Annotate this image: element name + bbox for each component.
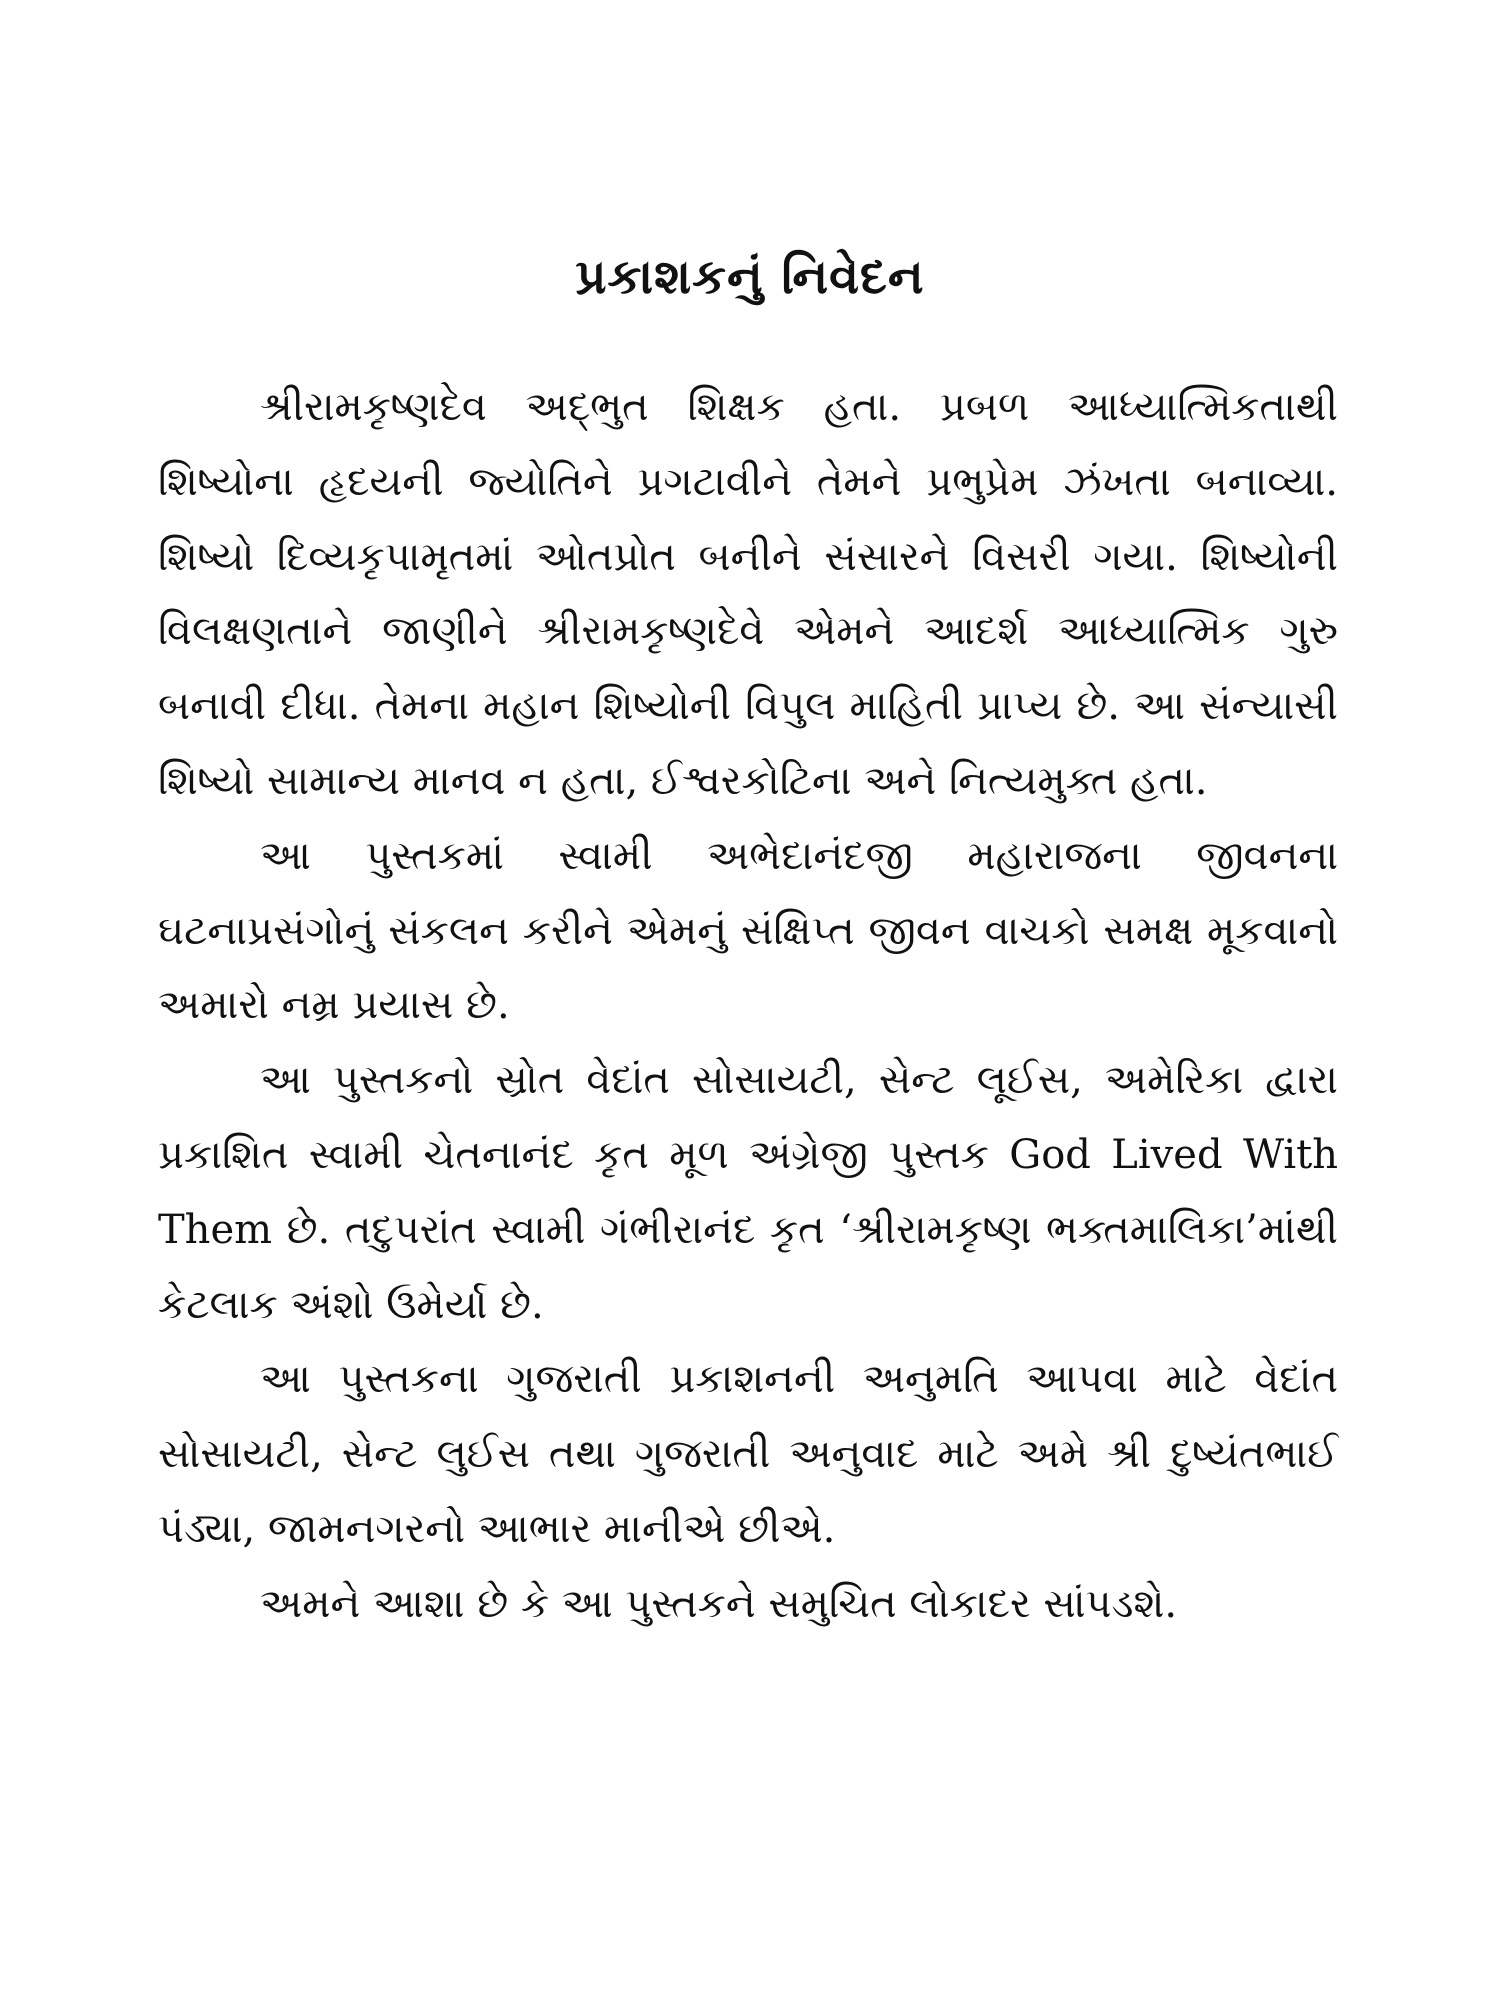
body-text bbox=[158, 370, 1338, 1642]
paragraph-4: આ પુસ્તકના ગુજરાતી પ્રકાશનની અનુમતિ આપવા માટે વેદાંત સોસાયટી, સેન્ટ લુઈસ તથા ગુજરાતી અનુવાદ માટે અમે શ્રી દુષ્યંતભાઈ પંડ્યા, જામનગરનો આભાર માનીએ છીએ. bbox=[158, 1356, 1338, 1552]
paragraph-3: આ પુસ્તકનો સ્રોત વેદાંત સોસાયટી, સેન્ટ લૂઈસ, અમેરિકા દ્વારા પ્રકાશિત સ્વામી ચેતનાનંદ કૃત મૂળ અંગ્રેજી પુસ્તક God Lived With Them છે. તદુપરાંત સ્વામી ગંભીરાનંદ કૃત ‘શ્રીરામકૃષ્ણ ભક્તમાલિકા’માંથી કેટલાક અંશો ઉમેર્યા છે. bbox=[158, 1057, 1338, 1328]
paragraph-5: અમને આશા છે કે આ પુસ્તકને સમુચિત લોકાદર સાંપડશે. bbox=[260, 1580, 1178, 1627]
page-title: પ્રકાશકનું નિવેદન bbox=[575, 249, 925, 306]
paragraph-2: આ પુસ્તકમાં સ્વામી અભેદાનંદજી મહારાજના જીવનના ઘટનાપ્રસંગોનું સંકલન કરીને એમનું સંક્ષિપ્ત જીવન વાચકો સમક્ષ મૂકવાનો અમારો નમ્ર પ્રયાસ છે. bbox=[158, 832, 1338, 1029]
paragraph-1: શ્રીરામકૃષ્ણદેવ અદ્‌ભુત શિક્ષક હતા. પ્રબળ આધ્યાત્મિકતાથી શિષ્યોના હૃદયની જ્યોતિને પ્રગટાવીને તેમને પ્રભુપ્રેમ ઝંખતા બનાવ્યા. શિષ્યો દિવ્યકૃપામૃતમાં ઓતપ્રોત બનીને સંસારને વિસરી ગયા. શિષ્યોની વિલક્ષણતાને જાણીને શ્રીરામકૃષ્ણદેવે એમને આદર્શ આધ્યાત્મિક ગુરુ બનાવી દીધા. તેમના મહાન શિષ્યોની વિપુલ માહિતી પ્રાપ્ય છે. આ સંન્યાસી શિષ્યો સામાન્ય માનવ ન હતા, ઈશ્વરકોટિના અને નિત્યમુક્ત હતા. bbox=[158, 384, 1338, 804]
